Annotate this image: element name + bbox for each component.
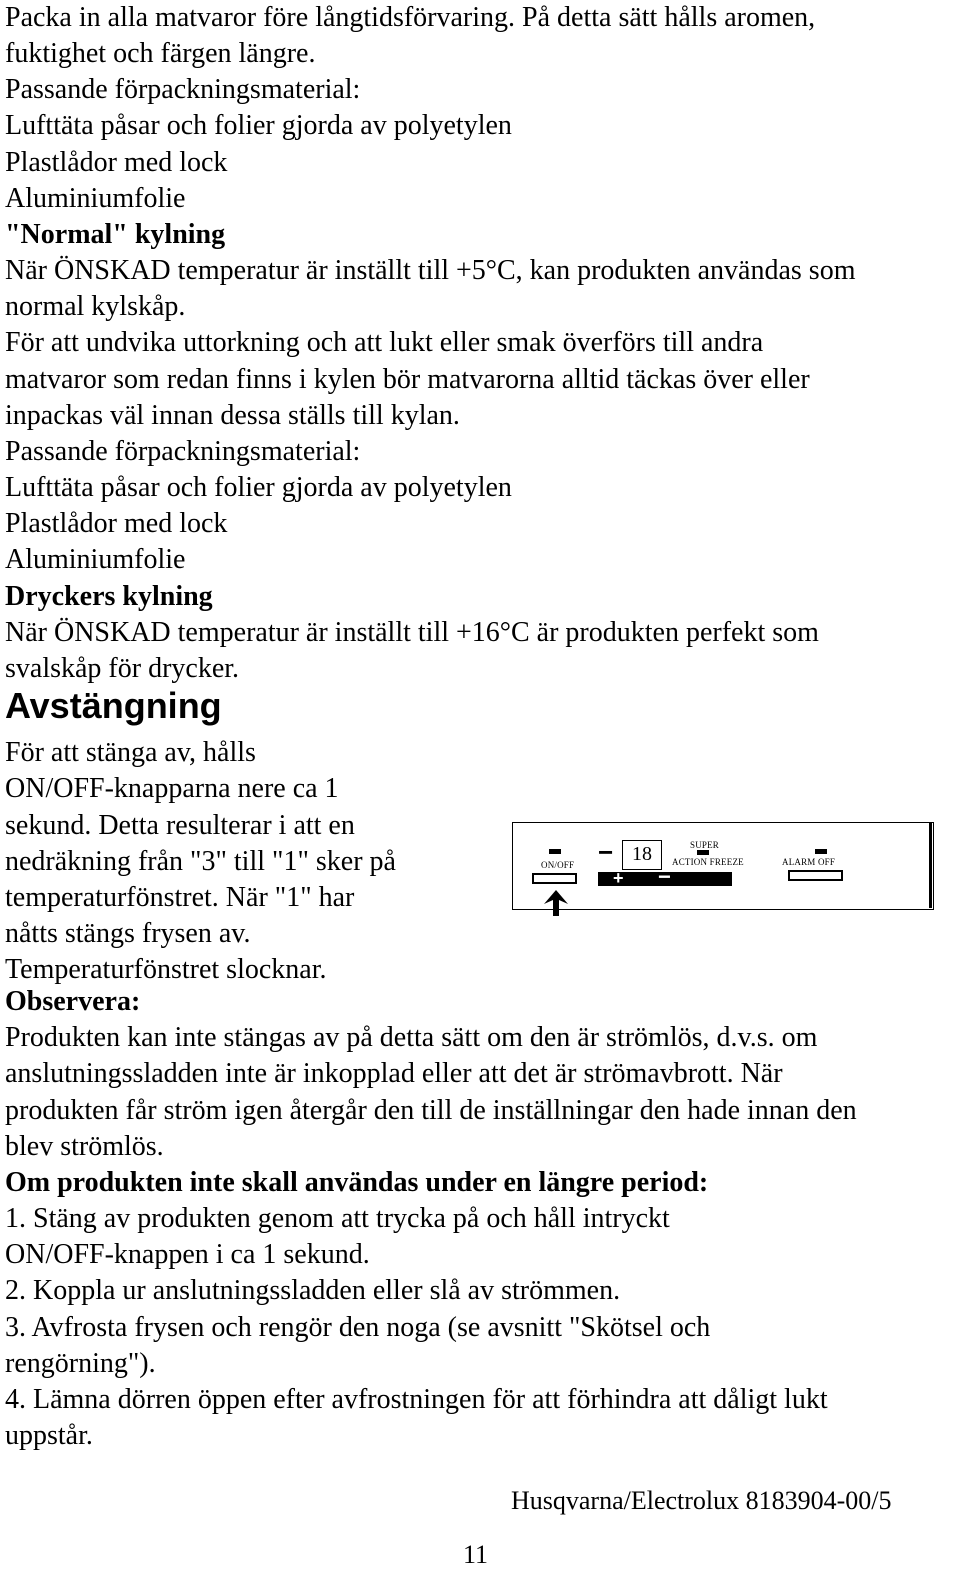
section-title-normal-cooling: "Normal" kylning [5, 219, 226, 250]
step-line: 3. Avfrosta frysen och rengör den noga (se avsnitt "Skötsel och [5, 1312, 711, 1343]
paragraph-line: Temperaturfönstret slocknar. [5, 954, 327, 985]
paragraph-line: Produkten kan inte stängas av på detta sätt om den är strömlös, d.v.s. om [5, 1022, 818, 1053]
onoff-led-icon [549, 849, 561, 854]
minus-button-icon[interactable]: − [658, 864, 671, 889]
paragraph-line: nåtts stängs frysen av. [5, 918, 251, 949]
alarm-off-button[interactable] [788, 870, 843, 881]
list-item: Aluminiumfolie [5, 544, 186, 575]
paragraph-line: För att undvika uttorkning och att lukt eller smak överförs till andra [5, 327, 764, 358]
paragraph-line: När ÖNSKAD temperatur är inställt till +5°C, kan produkten användas som [5, 255, 856, 286]
paragraph-line: anslutningssladden inte är inkopplad eller att det är strömavbrott. När [5, 1058, 783, 1089]
list-item: Plastlådor med lock [5, 508, 228, 539]
paragraph-line: nedräkning från "3" till "1" sker på [5, 846, 396, 877]
step-line: 4. Lämna dörren öppen efter avfrostningen för att förhindra att dåligt lukt [5, 1384, 828, 1415]
step-line: ON/OFF-knappen i ca 1 sekund. [5, 1239, 370, 1270]
action-freeze-label: ACTION FREEZE [672, 857, 744, 867]
paragraph-line: Passande förpackningsmaterial: [5, 74, 361, 105]
page-heading-shutdown: Avstängning [5, 685, 222, 726]
paragraph-line: Packa in alla matvaror före långtidsförvaring. På detta sätt hålls aromen, [5, 2, 816, 33]
paragraph-line: svalskåp för drycker. [5, 653, 240, 684]
paragraph-line: sekund. Detta resulterar i att en [5, 810, 355, 841]
paragraph-line: När ÖNSKAD temperatur är inställt till +16°C är produkten perfekt som [5, 617, 819, 648]
onoff-label: ON/OFF [541, 860, 575, 870]
document-reference: Husqvarna/Electrolux 8183904-00/5 [511, 1486, 892, 1515]
panel-edge [929, 822, 932, 908]
paragraph-line: fuktighet och färgen längre. [5, 38, 316, 69]
note-title: Observera: [5, 986, 141, 1017]
temperature-display: 18 [622, 840, 662, 870]
list-item: Lufttäta påsar och folier gjorda av polyetylen [5, 472, 512, 503]
plus-icon[interactable]: + [613, 868, 624, 888]
paragraph-line: ON/OFF-knapparna nere ca 1 [5, 773, 339, 804]
alarm-off-led-icon [815, 849, 827, 854]
list-item: Aluminiumfolie [5, 183, 186, 214]
longterm-title: Om produkten inte skall användas under en längre period: [5, 1167, 709, 1198]
alarm-off-label: ALARM OFF [782, 857, 836, 867]
step-line: 1. Stäng av produkten genom att trycka på och håll intryckt [5, 1203, 670, 1234]
paragraph-line: För att stänga av, hålls [5, 737, 256, 768]
paragraph-line: blev strömlös. [5, 1131, 164, 1162]
section-title-drink-cooling: Dryckers kylning [5, 581, 213, 612]
super-label: SUPER [690, 840, 720, 850]
list-item: Plastlådor med lock [5, 147, 228, 178]
paragraph-line: Passande förpackningsmaterial: [5, 436, 361, 467]
paragraph-line: normal kylskåp. [5, 291, 186, 322]
minus-icon: − [598, 837, 614, 867]
up-arrow-icon [544, 890, 568, 916]
step-line: 2. Koppla ur anslutningssladden eller slå av strömmen. [5, 1275, 621, 1306]
page-number: 11 [463, 1540, 489, 1569]
list-item: Lufttäta påsar och folier gjorda av polyetylen [5, 110, 512, 141]
paragraph-line: matvaror som redan finns i kylen bör matvarorna alltid täckas över eller [5, 364, 810, 395]
action-freeze-led-icon [697, 850, 709, 855]
step-line: uppstår. [5, 1420, 93, 1451]
paragraph-line: temperaturfönstret. När "1" har [5, 882, 355, 913]
paragraph-line: inpackas väl innan dessa ställs till kylan. [5, 400, 460, 431]
paragraph-line: produkten får ström igen återgår den till de inställningar den hade innan den [5, 1095, 857, 1126]
onoff-button[interactable] [532, 873, 577, 884]
step-line: rengörning"). [5, 1348, 156, 1379]
